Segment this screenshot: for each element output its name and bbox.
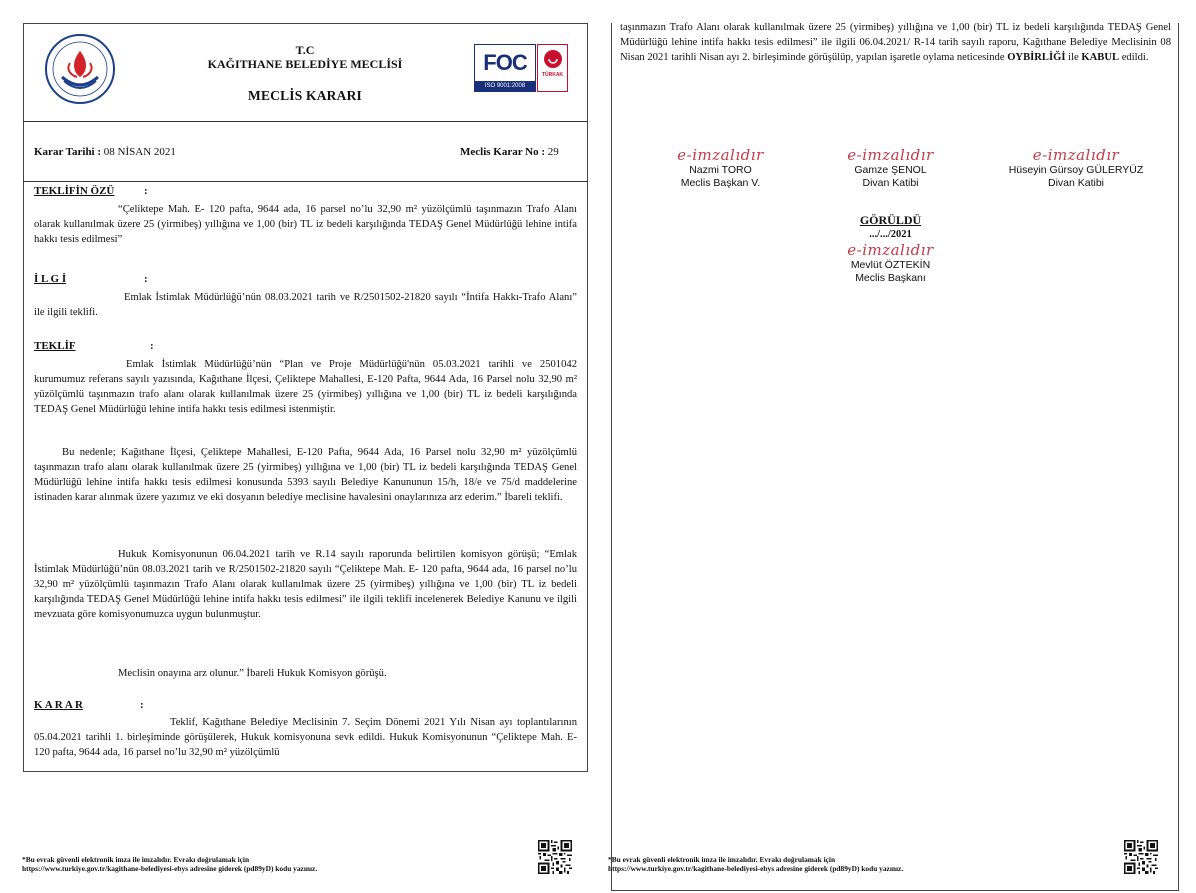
president-title: Meclis Başkanı bbox=[855, 272, 926, 284]
decision-continued-text bbox=[620, 20, 1171, 65]
decision-date-label: Karar Tarihi : bbox=[34, 146, 102, 158]
signature-block-2 bbox=[808, 146, 973, 190]
e-signature-mark: e-imzalıdır bbox=[1032, 146, 1120, 164]
header-council-name: KAĞITHANE BELEDİYE MECLİSİ bbox=[207, 57, 403, 71]
document-page-2 bbox=[608, 0, 1196, 893]
section-title-related: İ L G İ bbox=[34, 273, 67, 285]
footer-esign-note bbox=[22, 855, 462, 873]
section-colon: : bbox=[140, 699, 144, 711]
decision-number-label: Meclis Karar No : bbox=[460, 146, 546, 158]
e-signature-mark: e-imzalıdır bbox=[847, 241, 934, 259]
decision-number bbox=[460, 146, 559, 158]
header-tc: T.C bbox=[295, 43, 315, 57]
footer-esign-note bbox=[608, 855, 1048, 873]
section-colon: : bbox=[144, 273, 148, 285]
e-signature-mark: e-imzalıdır bbox=[677, 146, 764, 164]
turkak-badge-text: TÜRKAK bbox=[541, 72, 564, 78]
header-decision-title: MECLİS KARARI bbox=[248, 88, 362, 103]
qr-code-icon bbox=[1124, 840, 1158, 874]
signature-block-3 bbox=[976, 146, 1176, 190]
seen-label: GÖRÜLDÜ bbox=[859, 213, 922, 227]
vote-result-unanimous: OYBİRLİĞİ bbox=[1007, 52, 1066, 64]
vote-result-accepted: KABUL bbox=[1081, 52, 1120, 64]
seen-date: .../.../2021 bbox=[869, 229, 912, 240]
approval-block bbox=[808, 212, 973, 285]
meta-divider bbox=[23, 181, 588, 182]
header-divider bbox=[23, 121, 588, 122]
e-signature-mark: e-imzalıdır bbox=[847, 146, 934, 164]
proposal-paragraph-2: Bu nedenle; Kağıthane İlçesi, Çeliktepe Mahallesi, E-120 Pafta, 9644 Ada, 16 Parsel nolu 32,90 m² yüzölçümlü taşınmazın trafo alanı olarak kullanılmak üzere 25 (yirmibeş) yıllığına ve 1,00 (bir) TL iz bedeli karşılığında TEDAŞ Genel Müdürlüğü lehine intifa hakkı tesis edilmesi konusunda 5393 sayılı Belediye Kanununun 15/h, 18/e ve 75/d maddelerine istinaden karar alınmak üzere yazımız ve eki dosyanın belediye meclisine havalesini onaylarınıza arz ederim.” İbareli teklifi. bbox=[34, 447, 577, 504]
related-text: Emlak İstimlak Müdürlüğü’nün 08.03.2021 tarih ve R/2501502-21820 sayılı “İntifa Hakkı-Trafo Alanı” ile ilgili teklifi. bbox=[34, 292, 577, 319]
decision-number-value: 29 bbox=[547, 146, 559, 158]
section-colon: : bbox=[150, 340, 154, 352]
turkak-accreditation-badge bbox=[537, 44, 568, 92]
decision-continued-body: taşınmazın Trafo Alanı olarak kullanılmak üzere 25 (yirmibeş) yıllığına ve 1,00 (bir) TL iz bedeli karşılığında TEDAŞ Genel Müdürlüğü lehine intifa hakkı tesis edilmesi” ile ilgili 06.04.2021/ R-14 tarih sayılı raporu, Kağıthane Belediye Meclisinin 08 Nisan 2021 tarihli Nisan ayı 2. birleşiminde görüşülüp, yapılan işaretle oylama neticesinde bbox=[620, 22, 1171, 64]
qr-code-icon bbox=[538, 840, 572, 874]
proposal-summary-text: “Çeliktepe Mah. E- 120 pafta, 9644 ada, 16 parsel no’lu 32,90 m² yüzölçümlü taşınmazın Trafo Alanı olarak kullanılmak üzere 25 (yirmibeş) yıllığına ve 1,00 (bir) TL iz bedeli karşılığında TEDAŞ Genel Müdürlüğü lehine intifa hakkı tesis edilmesi” bbox=[34, 204, 577, 246]
iso-badge-text: ISO 9001:2008 bbox=[475, 81, 535, 91]
section-title-proposal-summary: TEKLİFİN ÖZÜ bbox=[34, 185, 115, 197]
footer-line-2: https://www.turkiye.gov.tr/kagithane-belediyesi-ebys adresine giderek (pd89yD) kodu yazınız. bbox=[608, 864, 904, 873]
commission-paragraph-1: Hukuk Komisyonunun 06.04.2021 tarih ve R.14 sayılı raporunda belirtilen komisyon görüşü; “Emlak İstimlak Müdürlüğü’nün 08.03.2021 tarih ve R/2501502-21820 sayılı “Çeliktepe Mah. E- 120 pafta, 9644 ada, 16 parsel no’lu 32,90 m² yüzölçümlü taşınmazın Trafo Alanı olarak kullanılmak üzere 25 (yirmibeş) yıllığına ve 1,00 (bir) TL iz bedeli karşılığında TEDAŞ Genel Müdürlüğü lehine intifa hakkı tesis edilmesi” ile ilgili teklifi incelenerek Belediye Kanunu ve ilgili mevzuata göre komisyonumuzca uygun bulunmuştur. bbox=[34, 549, 577, 621]
signer-title: Divan Katibi bbox=[862, 177, 919, 189]
signer-name: Hüseyin Gürsoy GÜLERYÜZ bbox=[1008, 164, 1144, 176]
commission-paragraph-2: Meclisin onayına arz olunur.” İbareli Hukuk Komisyon görüşü. bbox=[118, 668, 387, 679]
proposal-paragraph-1: Emlak İstimlak Müdürlüğü’nün “Plan ve Proje Müdürlüğü'nün 05.03.2021 tarihli ve 2501042 kurumumuz referans sayılı yazısında, Kağıthane İlçesi, Çeliktepe Mahallesi, E-120 Pafta, 9644 Ada, 16 Parsel nolu 32,90 m² yüzölçümlü taşınmazın trafo alanı olarak kullanılmak üzere 25 (yirmibeş) yıllığına ve 1,00 (bir) TL iz bedeli karşılığında TEDAŞ Genel Müdürlüğü lehine intifa hakkı tesis edilmesi istenmiştir. bbox=[34, 359, 577, 416]
footer-line-2: https://www.turkiye.gov.tr/kagithane-belediyesi-ebys adresine giderek (pd89yD) kodu yazınız. bbox=[22, 864, 318, 873]
foc-certification-badge bbox=[474, 44, 536, 92]
decision-continued-end: edildi. bbox=[1121, 52, 1149, 64]
signer-name: Nazmi TORO bbox=[689, 164, 752, 176]
decision-text: Teklif, Kağıthane Belediye Meclisinin 7. Seçim Dönemi 2021 Yılı Nisan ayı toplantılarının 05.04.2021 tarihli 1. birleşiminde görüşülerek, Hukuk komisyonuna sevk edildi. Hukuk Komisyonunun “Çeliktepe Mah. E- 120 pafta, 9644 ada, 16 parsel no’lu 32,90 m² yüzölçümlü bbox=[34, 717, 577, 759]
section-title-proposal: TEKLİF bbox=[34, 340, 76, 352]
signer-name: Gamze ŞENOL bbox=[854, 164, 927, 176]
signer-title: Meclis Başkan V. bbox=[680, 177, 761, 189]
decision-continued-connector: ile bbox=[1068, 52, 1079, 64]
footer-line-1: *Bu evrak güvenli elektronik imza ile imzalıdır. Evrakı doğrulamak için bbox=[22, 855, 250, 864]
decision-date-value: 08 NİSAN 2021 bbox=[103, 146, 176, 158]
foc-badge-text: FOC bbox=[483, 50, 527, 75]
municipality-logo-icon bbox=[44, 33, 116, 105]
signature-block-1 bbox=[628, 146, 813, 190]
turkak-emblem-icon bbox=[543, 49, 563, 69]
footer-line-1: *Bu evrak güvenli elektronik imza ile imzalıdır. Evrakı doğrulamak için bbox=[608, 855, 836, 864]
signer-title: Divan Katibi bbox=[1047, 177, 1105, 189]
section-colon: : bbox=[144, 185, 148, 197]
section-title-decision: K A R A R bbox=[34, 699, 83, 711]
decision-date bbox=[34, 146, 176, 158]
president-name: Mevlüt ÖZTEKİN bbox=[850, 259, 931, 271]
